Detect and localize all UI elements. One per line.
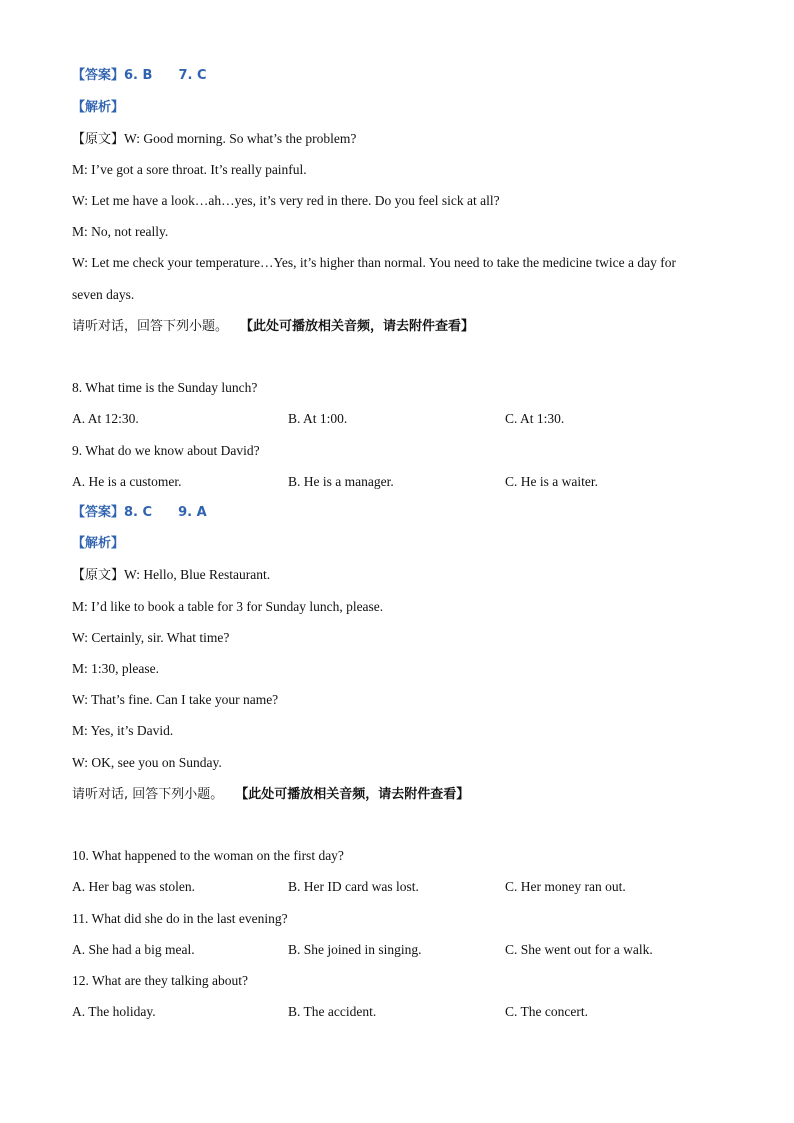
- transcript-label: 【原文】: [72, 132, 125, 147]
- question: 10. What happened to the woman on the first day?: [72, 848, 344, 863]
- transcript-line: [72, 130, 356, 149]
- question: 8. What time is the Sunday lunch?: [72, 380, 258, 395]
- audio-note: 【此处可播放相关音频，请去附件查看】: [240, 319, 475, 334]
- option-b: B. She joined in singing.: [288, 942, 422, 957]
- transcript-line: M: I’ve got a sore throat. It’s really painful.: [72, 162, 307, 177]
- transcript-line: seven days.: [72, 287, 135, 302]
- option-a: A. She had a big meal.: [72, 942, 195, 957]
- option-a: A. Her bag was stolen.: [72, 879, 195, 894]
- option-c: C. He is a waiter.: [505, 474, 598, 489]
- answer-item: 9. A: [178, 505, 207, 520]
- option-c: C. She went out for a walk.: [505, 942, 653, 957]
- audio-note: 【此处可播放相关音频，请去附件查看】: [235, 787, 470, 802]
- transcript-line: W: Certainly, sir. What time?: [72, 630, 230, 645]
- option-b: B. The accident.: [288, 1004, 377, 1019]
- transcript-line: M: No, not really.: [72, 224, 169, 239]
- transcript-line: W: Let me have a look…ah…yes, it’s very red in there. Do you feel sick at all?: [72, 193, 500, 208]
- instruction-line: [72, 317, 474, 336]
- answer-line: [72, 504, 207, 522]
- option-b: B. Her ID card was lost.: [288, 879, 419, 894]
- answer-label: 【答案】: [72, 68, 125, 83]
- option-a: A. At 12:30.: [72, 411, 139, 426]
- transcript-line: [72, 566, 270, 585]
- answer-line: [72, 67, 207, 85]
- instruction-text: 请听对话，回答下列小题。: [72, 319, 229, 334]
- analysis-label: 【解析】: [72, 100, 125, 115]
- instruction-line: [72, 785, 469, 804]
- option-b: B. At 1:00.: [288, 411, 348, 426]
- option-b: B. He is a manager.: [288, 474, 394, 489]
- transcript-line: W: OK, see you on Sunday.: [72, 755, 222, 770]
- answer-item: 7. C: [178, 68, 207, 83]
- option-c: C. Her money ran out.: [505, 879, 626, 894]
- answer-item: 6. B: [124, 68, 153, 83]
- transcript-label: 【原文】: [72, 568, 125, 583]
- analysis-label: 【解析】: [72, 536, 125, 551]
- transcript-line: M: 1:30, please.: [72, 661, 159, 676]
- transcript-text: W: Hello, Blue Restaurant.: [124, 567, 271, 582]
- transcript-line: M: Yes, it’s David.: [72, 723, 174, 738]
- question: 9. What do we know about David?: [72, 443, 260, 458]
- option-a: A. He is a customer.: [72, 474, 182, 489]
- transcript-text: W: Good morning. So what’s the problem?: [124, 131, 357, 146]
- transcript-line: W: That’s fine. Can I take your name?: [72, 692, 279, 707]
- answer-label: 【答案】: [72, 505, 125, 520]
- transcript-line: M: I’d like to book a table for 3 for Sunday lunch, please.: [72, 599, 384, 614]
- answer-item: 8. C: [124, 505, 153, 520]
- transcript-line: W: Let me check your temperature…Yes, it’s higher than normal. You need to take the medicine twice a day for: [72, 255, 676, 270]
- option-c: C. The concert.: [505, 1004, 588, 1019]
- question: 12. What are they talking about?: [72, 973, 248, 988]
- option-c: C. At 1:30.: [505, 411, 565, 426]
- option-a: A. The holiday.: [72, 1004, 156, 1019]
- question: 11. What did she do in the last evening?: [72, 911, 288, 926]
- instruction-text: 请听对话, 回答下列小题。: [72, 787, 224, 802]
